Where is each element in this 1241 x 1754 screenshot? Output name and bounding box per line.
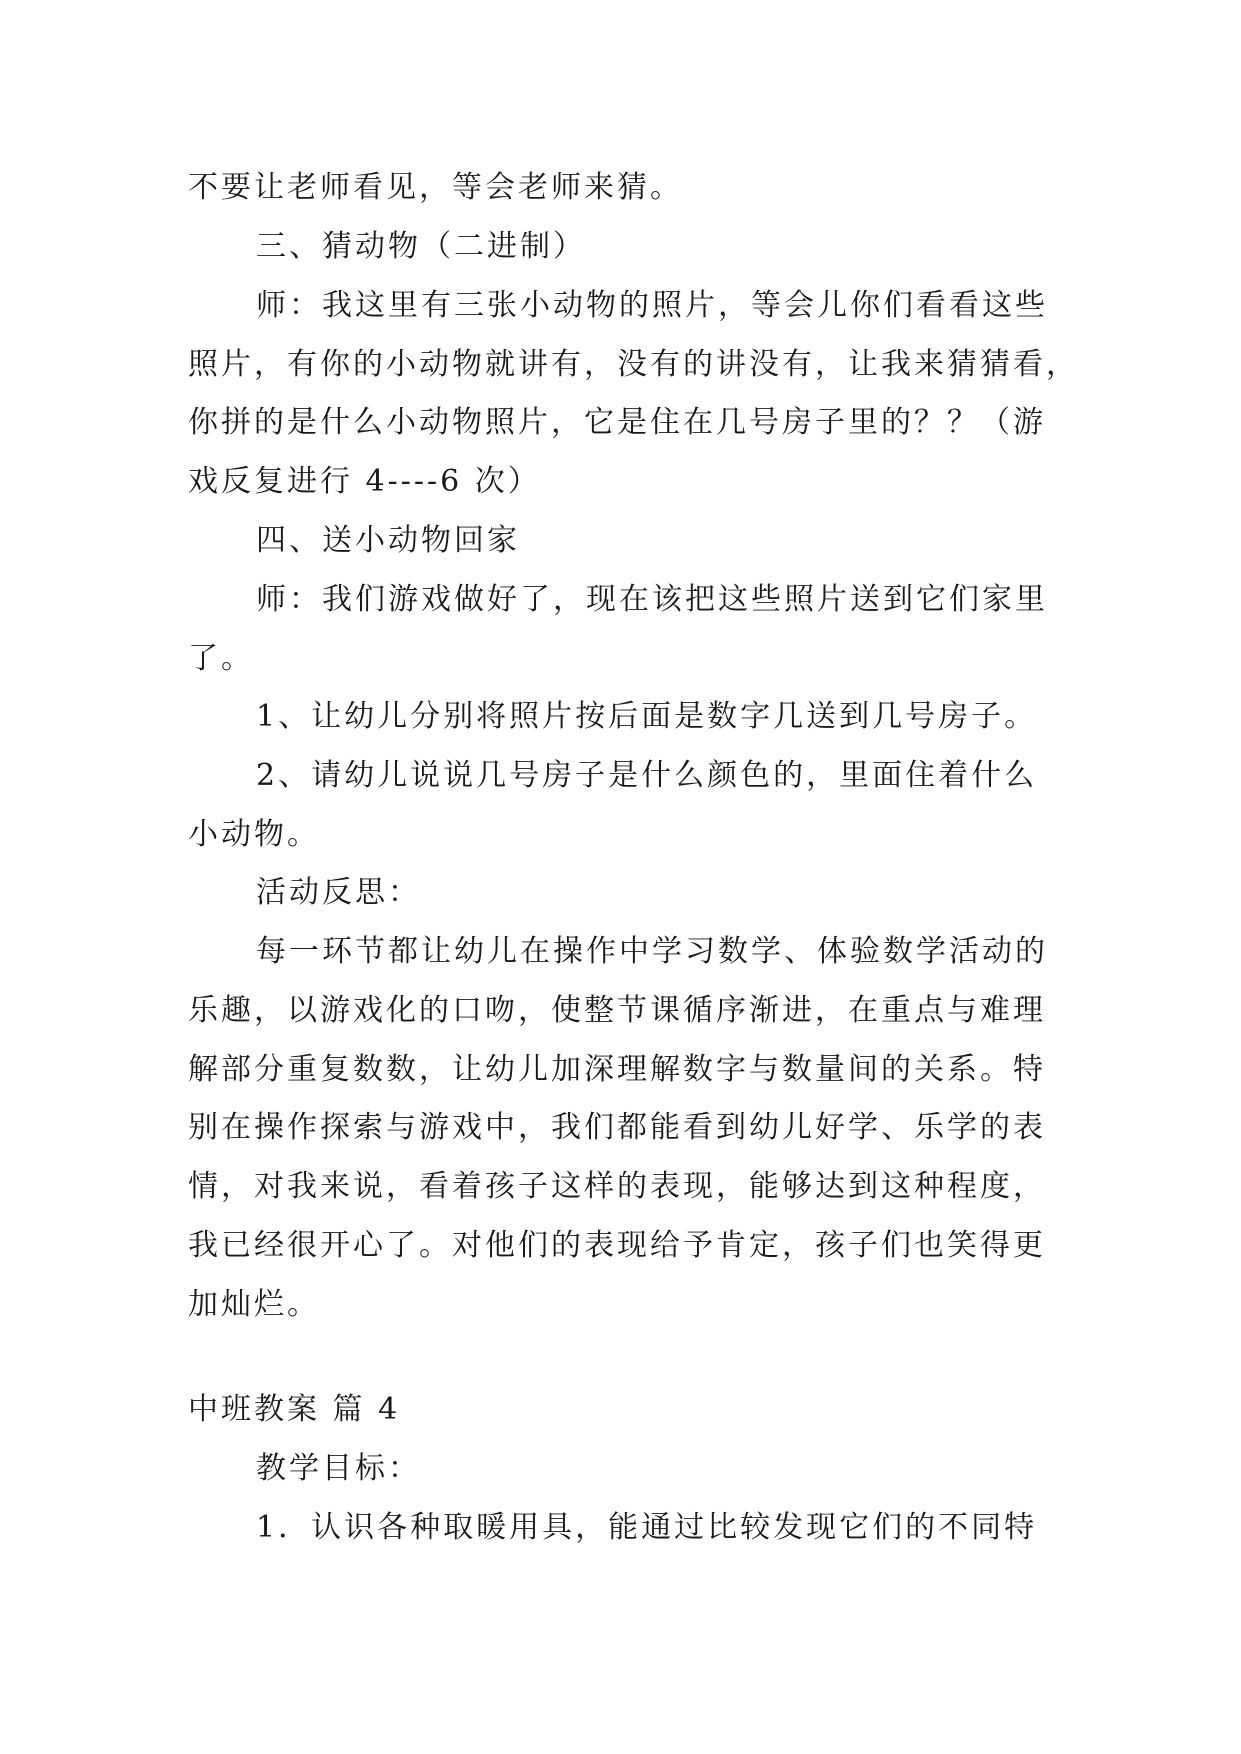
text-line: 小动物。 (188, 817, 320, 852)
chapter-title: 中班教案 篇 4 (188, 1392, 401, 1427)
text-line: 照片，有你的小动物就讲有，没有的讲没有，让我来猜猜看， (188, 347, 1079, 382)
text-line: 解部分重复数数，让幼儿加深理解数字与数量间的关系。特 (188, 1052, 1046, 1087)
text-line: 加灿烂。 (188, 1287, 320, 1322)
text-line: 你拼的是什么小动物照片，它是住在几号房子里的？？（游 (188, 405, 1046, 440)
text-line: 了。 (188, 641, 254, 676)
section-heading: 教学目标： (256, 1451, 421, 1486)
text-line: 1．认识各种取暖用具，能通过比较发现它们的不同特 (256, 1510, 1038, 1545)
text-line: 不要让老师看见，等会老师来猜。 (188, 170, 683, 205)
text-line: 别在操作探索与游戏中，我们都能看到幼儿好学、乐学的表 (188, 1110, 1046, 1145)
text-line: 乐趣，以游戏化的口吻，使整节课循序渐进，在重点与难理 (188, 993, 1046, 1028)
section-heading: 四、送小动物回家 (256, 523, 520, 558)
section-heading: 活动反思： (256, 875, 421, 910)
text-line: 2、请幼儿说说几号房子是什么颜色的，里面住着什么 (256, 758, 1038, 793)
text-line: 1、让幼儿分别将照片按后面是数字几送到几号房子。 (256, 699, 1038, 734)
section-heading: 三、猜动物（二进制） (256, 229, 586, 264)
text-line: 师：我这里有三张小动物的照片，等会儿你们看看这些 (256, 288, 1048, 323)
text-line: 我已经很开心了。对他们的表现给予肯定，孩子们也笑得更 (188, 1228, 1046, 1263)
text-line: 师：我们游戏做好了，现在该把这些照片送到它们家里 (256, 582, 1048, 617)
text-line: 每一环节都让幼儿在操作中学习数学、体验数学活动的 (256, 934, 1048, 969)
text-line: 戏反复进行 4----6 次） (188, 464, 541, 499)
text-line: 情，对我来说，看着孩子这样的表现，能够达到这种程度， (188, 1169, 1046, 1204)
